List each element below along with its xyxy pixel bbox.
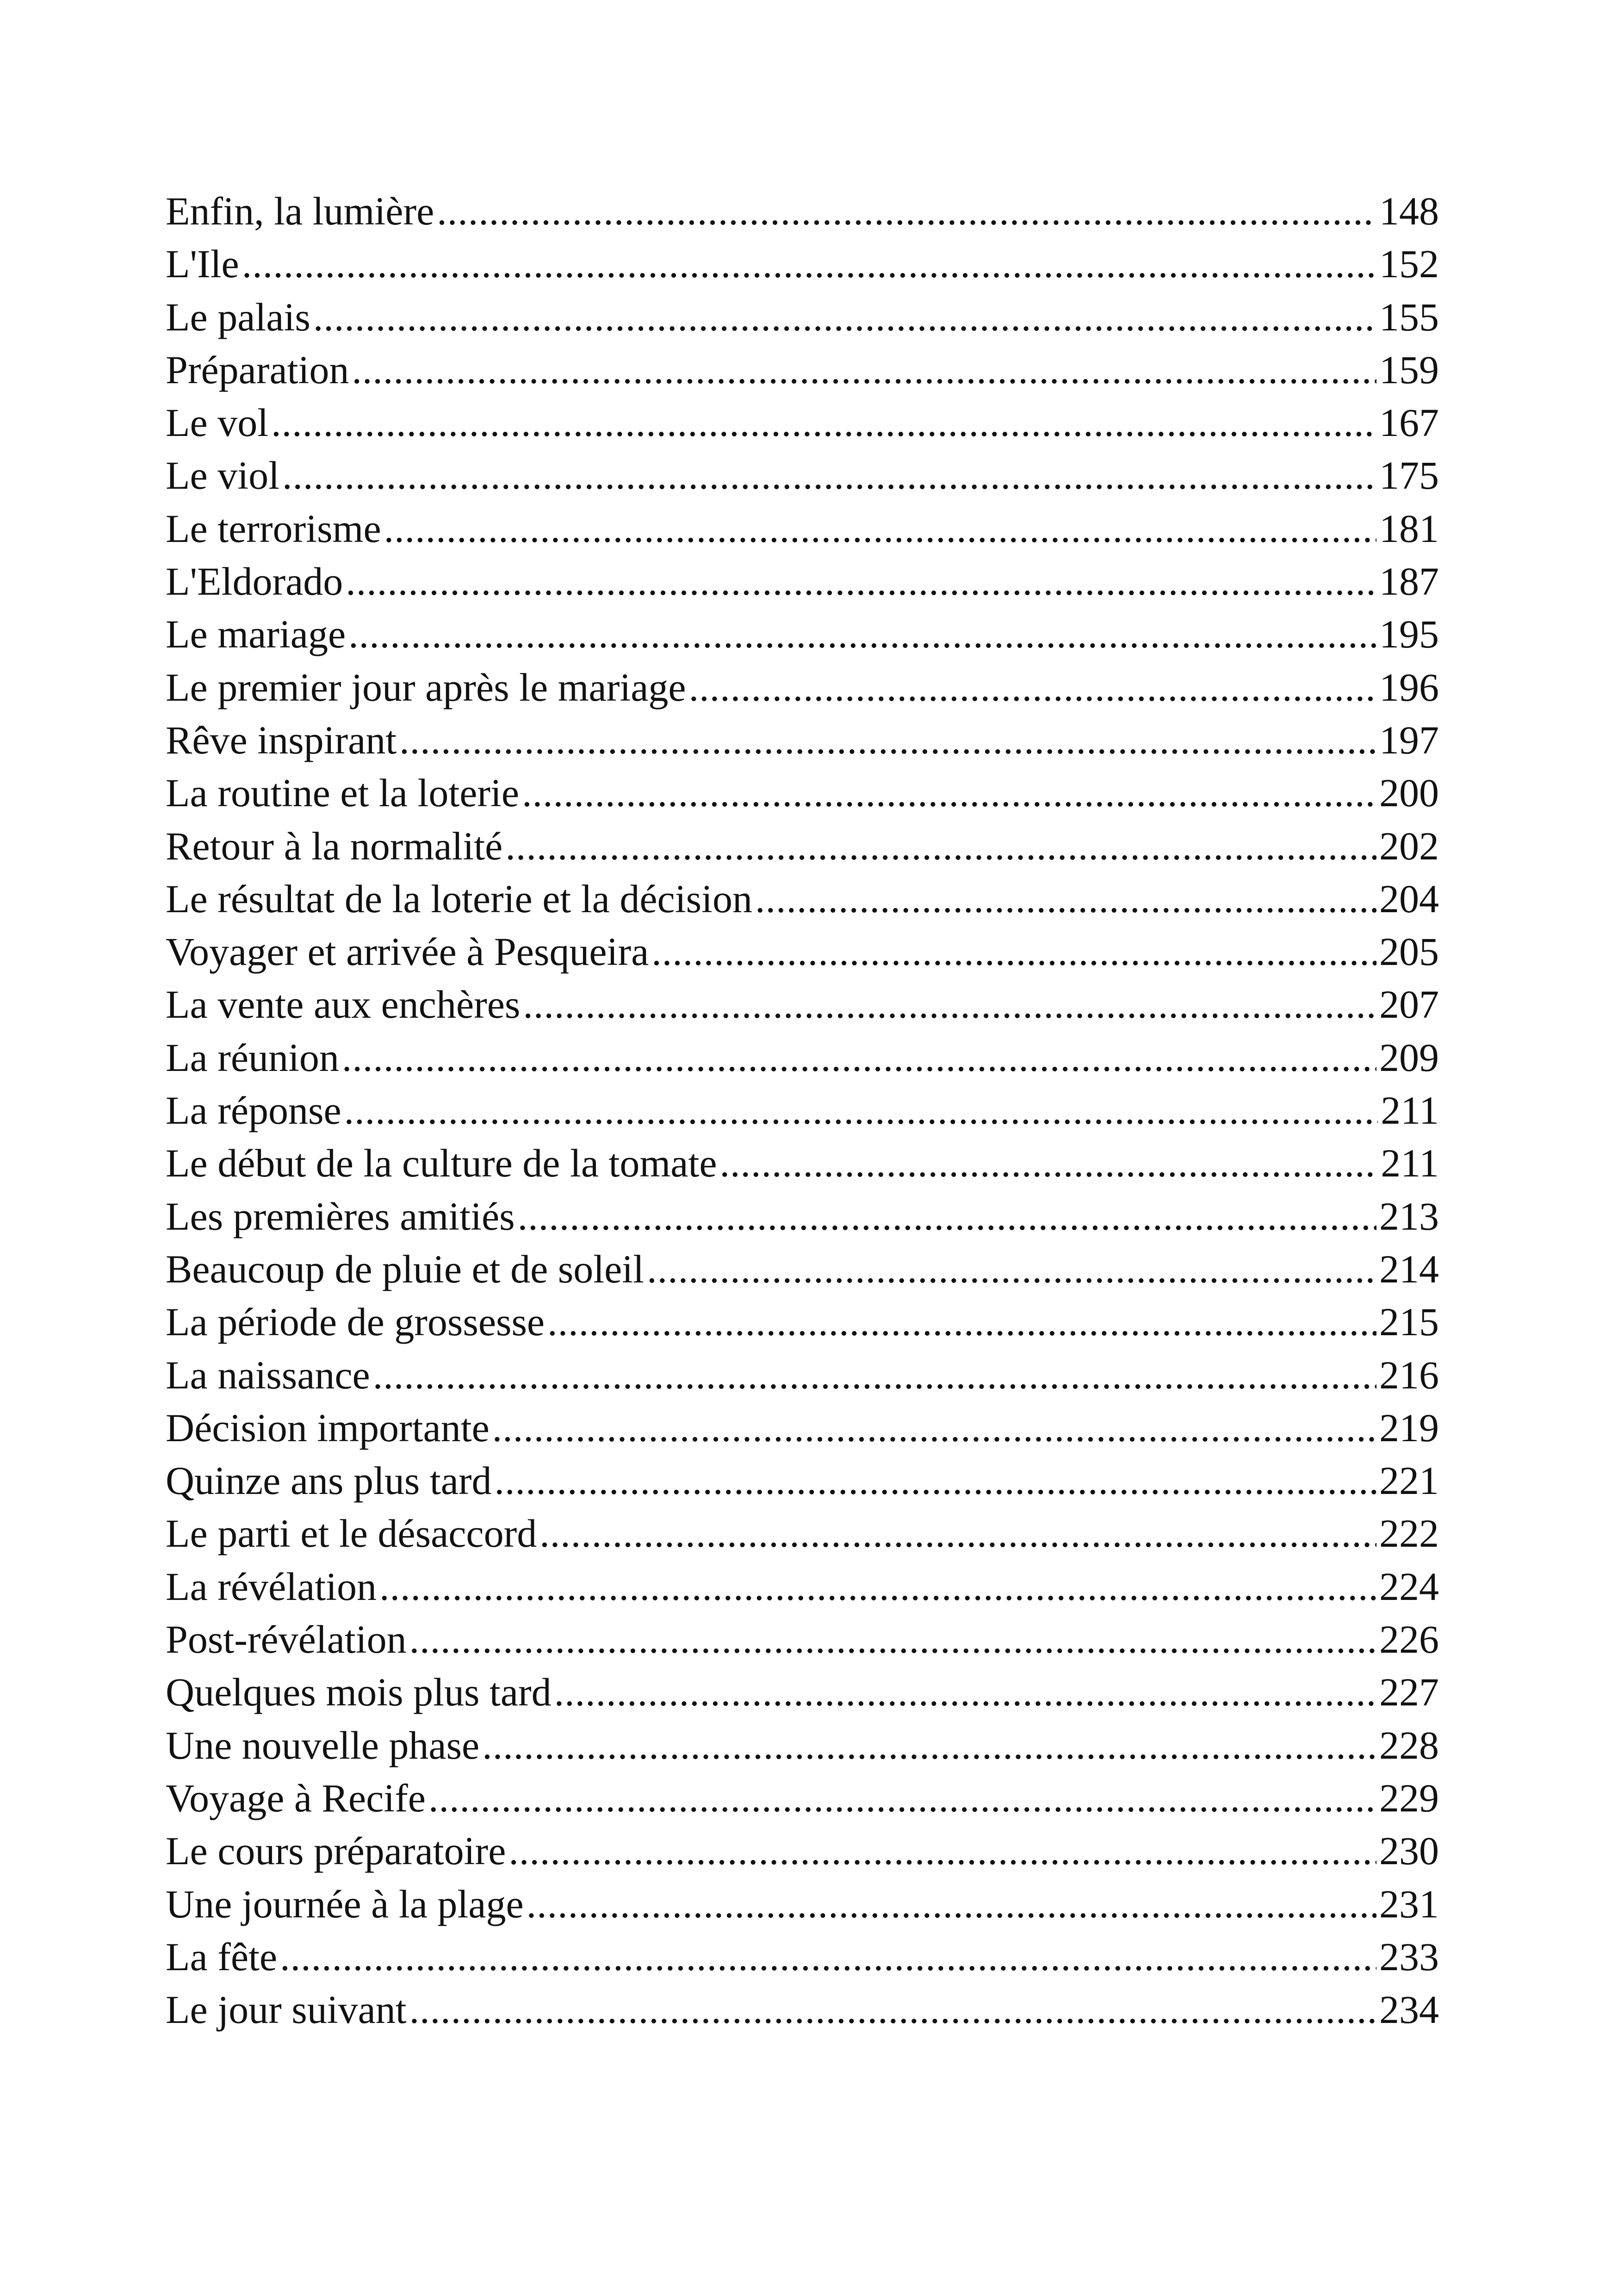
toc-entry-title: Le jour suivant: [166, 1987, 407, 2032]
toc-entry-title: Décision importante: [166, 1405, 490, 1450]
toc-dot-leader: [651, 925, 1376, 978]
toc-entry-title: La fête: [166, 1934, 278, 1979]
toc-entry-page: 195: [1379, 612, 1439, 657]
toc-dot-leader: [689, 661, 1376, 714]
toc-entry[interactable]: [166, 978, 1439, 1031]
toc-dot-leader: [508, 1824, 1376, 1877]
toc-entry-title: Le résultat de la loterie et la décision: [166, 876, 752, 921]
toc-entry-title: Voyager et arrivée à Pesqueira: [166, 929, 649, 974]
toc-entry[interactable]: [166, 925, 1439, 978]
toc-entry-page: 226: [1379, 1617, 1439, 1662]
toc-dot-leader: [495, 1454, 1376, 1507]
toc-dot-leader: [554, 1666, 1376, 1718]
toc-dot-leader: [720, 1137, 1378, 1189]
toc-entry-title: Le cours préparatoire: [166, 1829, 506, 1873]
toc-entry-page: 211: [1381, 1088, 1439, 1133]
toc-entry[interactable]: [166, 502, 1439, 555]
toc-entry[interactable]: [166, 1295, 1439, 1348]
toc-entry[interactable]: [166, 449, 1439, 502]
toc-entry-page: 216: [1379, 1352, 1439, 1397]
toc-entry[interactable]: [166, 661, 1439, 714]
toc-entry[interactable]: [166, 1454, 1439, 1507]
toc-entry[interactable]: [166, 555, 1439, 608]
toc-entry[interactable]: [166, 1772, 1439, 1824]
toc-entry-page: 219: [1379, 1405, 1439, 1450]
toc-entry-title: Une journée à la plage: [166, 1881, 524, 1926]
toc-entry-title: La révélation: [166, 1564, 377, 1609]
toc-entry-title: Une nouvelle phase: [166, 1723, 480, 1767]
toc-entry-page: 197: [1379, 717, 1439, 762]
toc-entry[interactable]: [166, 766, 1439, 819]
toc-dot-leader: [409, 1983, 1376, 2036]
toc-entry-page: 181: [1379, 506, 1439, 551]
toc-entry-title: Post-révélation: [166, 1617, 407, 1662]
toc-entry-page: 204: [1379, 876, 1439, 921]
toc-entry[interactable]: [166, 820, 1439, 872]
toc-entry-title: Quelques mois plus tard: [166, 1670, 552, 1715]
toc-dot-leader: [271, 396, 1376, 449]
toc-entry[interactable]: [166, 1084, 1439, 1137]
toc-entry-page: 205: [1379, 929, 1439, 974]
toc-entry-title: L'Ile: [166, 242, 239, 286]
toc-dot-leader: [518, 1190, 1376, 1243]
toc-entry[interactable]: [166, 1878, 1439, 1930]
toc-dot-leader: [522, 766, 1376, 819]
toc-entry[interactable]: [166, 1613, 1439, 1666]
toc-entry[interactable]: [166, 291, 1439, 343]
toc-entry-title: Les premières amitiés: [166, 1194, 515, 1238]
toc-entry-title: La routine et la loterie: [166, 771, 520, 815]
toc-entry-title: Préparation: [166, 347, 349, 392]
toc-dot-leader: [547, 1295, 1376, 1348]
toc-entry-page: 148: [1379, 189, 1439, 233]
toc-entry[interactable]: [166, 343, 1439, 396]
toc-entry[interactable]: [166, 1824, 1439, 1877]
toc-entry-title: Enfin, la lumière: [166, 189, 434, 233]
toc-entry[interactable]: [166, 185, 1439, 237]
toc-dot-leader: [647, 1243, 1376, 1295]
toc-dot-leader: [344, 1084, 1378, 1137]
toc-entry-page: 230: [1379, 1829, 1439, 1873]
toc-entry-page: 202: [1379, 823, 1439, 868]
toc-entry[interactable]: [166, 1190, 1439, 1243]
toc-entry-title: Le parti et le désaccord: [166, 1511, 537, 1556]
toc-entry[interactable]: [166, 608, 1439, 660]
toc-entry-page: 214: [1379, 1246, 1439, 1291]
toc-dot-leader: [384, 502, 1376, 555]
toc-dot-leader: [346, 555, 1376, 608]
toc-dot-leader: [492, 1401, 1376, 1454]
toc-entry-page: 152: [1379, 242, 1439, 286]
toc-entry-page: 222: [1379, 1511, 1439, 1556]
toc-entry[interactable]: [166, 1983, 1439, 2036]
toc-dot-leader: [428, 1772, 1376, 1824]
toc-entry-title: La naissance: [166, 1352, 370, 1397]
toc-entry[interactable]: [166, 1666, 1439, 1718]
toc-entry-page: 207: [1379, 982, 1439, 1027]
toc-entry[interactable]: [166, 1137, 1439, 1189]
toc-entry[interactable]: [166, 1031, 1439, 1084]
toc-entry-page: 229: [1379, 1775, 1439, 1820]
toc-entry[interactable]: [166, 714, 1439, 766]
toc-dot-leader: [409, 1613, 1376, 1666]
toc-entry-page: 196: [1379, 665, 1439, 709]
toc-entry-page: 209: [1379, 1035, 1439, 1080]
toc-entry-page: 224: [1379, 1564, 1439, 1609]
toc-entry-page: 233: [1379, 1934, 1439, 1979]
toc-entry[interactable]: [166, 1560, 1439, 1613]
toc-dot-leader: [527, 1878, 1376, 1930]
toc-entry[interactable]: [166, 237, 1439, 290]
toc-dot-leader: [539, 1507, 1376, 1560]
toc-dot-leader: [482, 1719, 1376, 1772]
toc-entry-page: 167: [1379, 400, 1439, 445]
toc-entry-title: Retour à la normalité: [166, 823, 503, 868]
toc-entry-title: La réunion: [166, 1035, 339, 1080]
toc-dot-leader: [342, 1031, 1376, 1084]
toc-dot-leader: [399, 714, 1376, 766]
toc-dot-leader: [242, 237, 1376, 290]
toc-entry-page: 175: [1379, 453, 1439, 498]
toc-entry-title: La vente aux enchères: [166, 982, 521, 1027]
toc-entry-page: 215: [1379, 1300, 1439, 1344]
toc-dot-leader: [313, 291, 1376, 343]
toc-entry[interactable]: [166, 1719, 1439, 1772]
toc-entry-page: 187: [1379, 559, 1439, 604]
toc-entry[interactable]: [166, 396, 1439, 449]
toc-entry-title: Le premier jour après le mariage: [166, 665, 686, 709]
toc-entry-title: Le mariage: [166, 612, 346, 657]
toc-entry-title: Le terrorisme: [166, 506, 381, 551]
toc-entry-title: La réponse: [166, 1088, 341, 1133]
toc-dot-leader: [373, 1349, 1376, 1401]
toc-entry-title: Rêve inspirant: [166, 717, 397, 762]
toc-entry-page: 227: [1379, 1670, 1439, 1715]
toc-dot-leader: [282, 449, 1376, 502]
toc-entry-page: 228: [1379, 1723, 1439, 1767]
toc-entry[interactable]: [166, 1243, 1439, 1295]
toc-dot-leader: [379, 1560, 1376, 1613]
toc-entry-page: 221: [1379, 1458, 1439, 1503]
toc-entry-page: 200: [1379, 771, 1439, 815]
toc-entry[interactable]: [166, 872, 1439, 925]
toc-dot-leader: [280, 1930, 1376, 1983]
toc-dot-leader: [523, 978, 1376, 1031]
toc-entry-page: 234: [1379, 1987, 1439, 2032]
toc-entry-page: 213: [1379, 1194, 1439, 1238]
toc-entry-title: Le viol: [166, 453, 279, 498]
toc-dot-leader: [352, 343, 1376, 396]
toc-entry-title: Quinze ans plus tard: [166, 1458, 492, 1503]
toc-entry-page: 159: [1379, 347, 1439, 392]
toc-entry[interactable]: [166, 1349, 1439, 1401]
toc-entry-page: 231: [1379, 1881, 1439, 1926]
table-of-contents: [166, 185, 1439, 2036]
toc-entry[interactable]: [166, 1930, 1439, 1983]
toc-entry-page: 155: [1379, 294, 1439, 339]
toc-dot-leader: [348, 608, 1376, 660]
toc-entry-title: Le palais: [166, 294, 310, 339]
toc-dot-leader: [437, 185, 1376, 237]
toc-dot-leader: [755, 872, 1376, 925]
toc-entry[interactable]: [166, 1507, 1439, 1560]
toc-entry[interactable]: [166, 1401, 1439, 1454]
toc-entry-title: Voyage à Recife: [166, 1775, 426, 1820]
toc-entry-title: L'Eldorado: [166, 559, 343, 604]
toc-dot-leader: [505, 820, 1376, 872]
toc-entry-title: Le début de la culture de la tomate: [166, 1141, 717, 1186]
toc-entry-title: Beaucoup de pluie et de soleil: [166, 1246, 645, 1291]
toc-entry-title: Le vol: [166, 400, 269, 445]
toc-entry-title: La période de grossesse: [166, 1300, 545, 1344]
toc-entry-page: 211: [1381, 1141, 1439, 1186]
